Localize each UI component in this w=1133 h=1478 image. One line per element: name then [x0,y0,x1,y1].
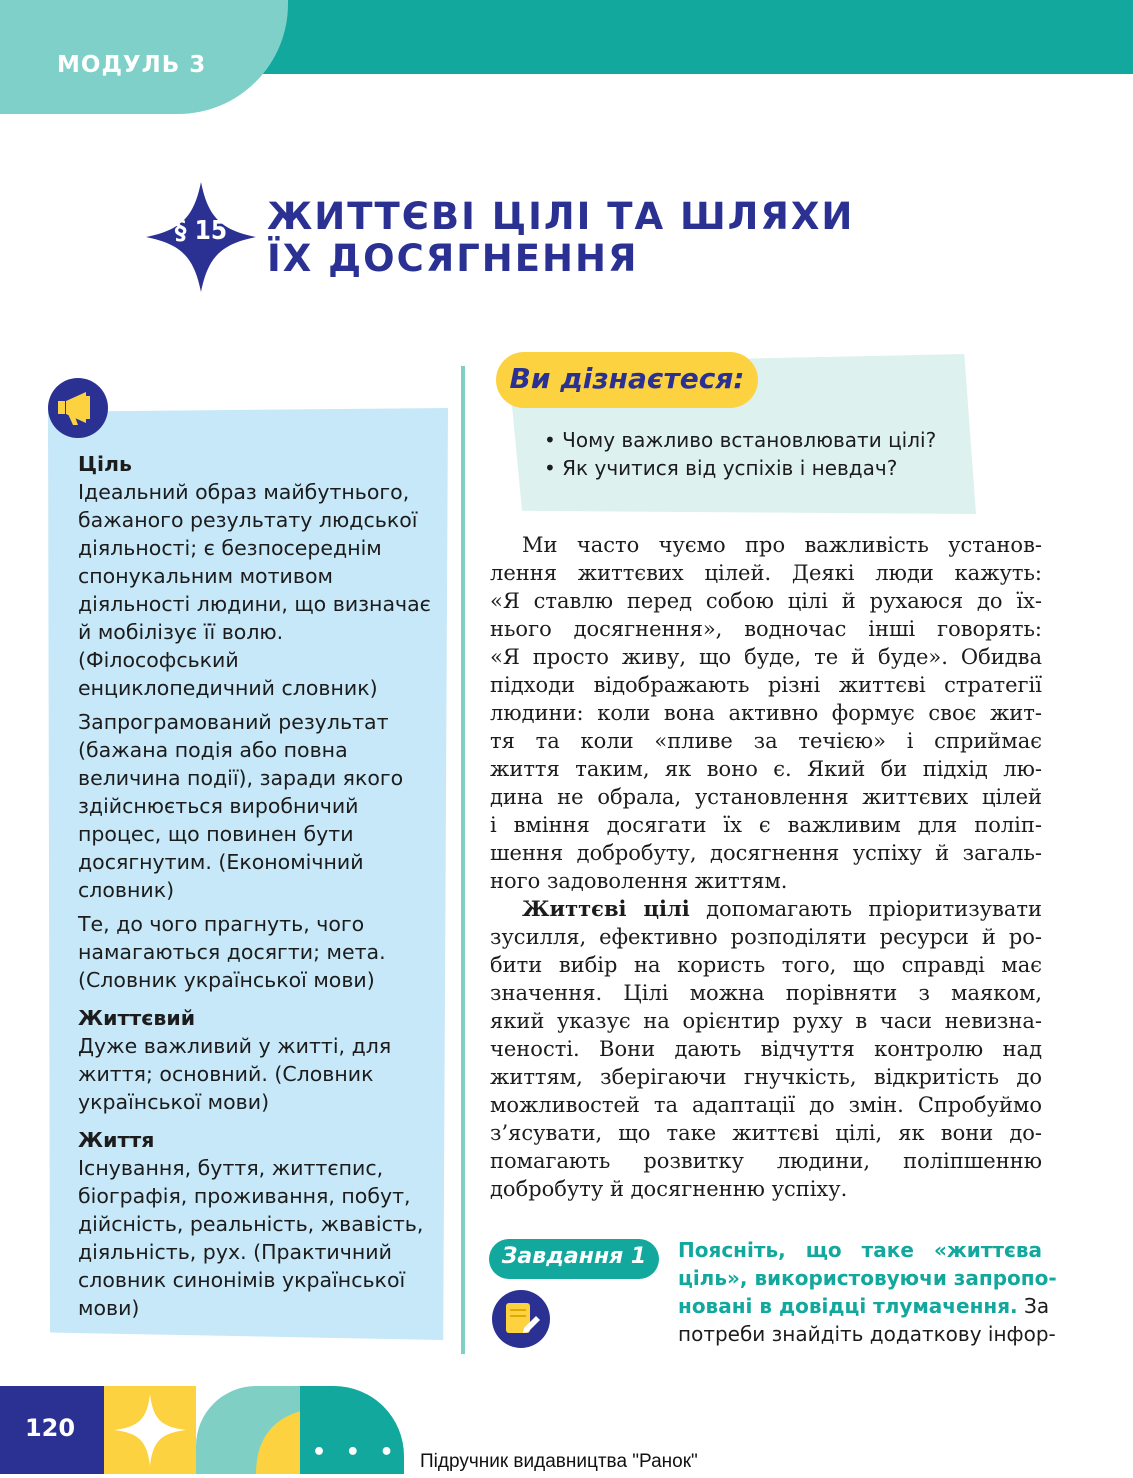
learn-item: • Як учитися від успіхів і невдач? [544,454,964,482]
task-label: Завдання 1 [501,1244,647,1269]
text-fragment: За [1017,1294,1050,1318]
text-line: «Я просто живу, що буде, те й буде». Обидва [490,645,1042,669]
text-line: підходи відображають різні життєві стратегії [490,673,1042,697]
footer-block [104,1386,196,1474]
publisher-credit: Підручник видавництва "Ранок" [420,1451,698,1472]
text-fragment: новані в довідці тлумачення. [678,1294,1018,1318]
glossary-term: Життєвий [78,1006,196,1030]
text-line [678,1292,1050,1320]
text-line: шення добробуту, досягнення успіху й загаль- [490,841,1042,865]
megaphone-icon [48,378,108,438]
text-line: людини: коли вона активно формує своє жит- [490,701,1042,725]
notepad-pencil-icon [492,1290,550,1348]
sparkle-icon [104,1386,196,1474]
text-fragment: допомагають пріоритизувати [689,897,1042,921]
learn-title: Ви дізнаєтеся: [509,362,745,395]
text-line: з’ясувати, що таке життєві цілі, як вони до- [490,1121,1042,1145]
text-line: можливостей та адаптації до змін. Спробуймо [490,1093,1042,1117]
text-line: бити вибір на користь того, що справді має [490,953,1042,977]
text-line: ціль», використовуючи запропо- [678,1266,1057,1290]
text-line: ного задоволення життям. [490,869,788,893]
title-line: ЇХ ДОСЯГНЕННЯ [267,237,639,280]
leaf-icon [196,1386,306,1474]
module-label: МОДУЛЬ 3 [57,52,207,78]
text-line [490,895,1042,923]
text-line: ченості. Вони дають відчуття контролю над [490,1037,1042,1061]
footer-block [196,1386,306,1474]
text-line: нього досягнення», водночас інші говорять: [490,617,1042,641]
glossary-text [78,450,440,1322]
text-line: лення життєвих цілей. Деякі люди кажуть: [490,561,1042,585]
title-line: ЖИТТЄВІ ЦІЛІ ТА ШЛЯХИ [267,195,855,238]
glossary-definition: Те, до чого прагнуть, чого намагаються досягти; мета. (Словник української мови) [78,912,386,992]
learn-item: • Чому важливо встановлювати цілі? [544,426,964,454]
main-text [490,531,1042,1203]
glossary-definition: Дуже важливий у житті, для життя; основний. (Словник української мови) [78,1034,392,1114]
text-line: значення. Цілі можна порівняти з маяком, [490,981,1042,1005]
text-line: потреби знайдіть додаткову інфор- [678,1322,1056,1346]
page-number: 120 [24,1414,76,1442]
page-title [267,195,855,280]
text-line: «Я ставлю перед собою цілі й рухаюся до їх- [490,589,1042,613]
text-line: тя та коли «пливе за течією» і сприймає [490,729,1042,753]
text-line: життям, зберігаючи гнучкість, відкритість до [490,1065,1042,1089]
glossary-definition: Ідеальний образ майбутнього, бажаного результату людської діяльності; є безпосереднім спонукальним мотивом діяльності людини, що визначає й мобілізує її волю. (Філософський енциклопедичний словник) [78,480,431,700]
text-line: добробуту й досягненню успіху. [490,1177,848,1201]
footer-dots: • • • • [312,1440,434,1465]
section-number: § 15 [174,216,228,246]
task-text [678,1236,1057,1348]
key-term: Життєві цілі [522,896,690,921]
text-line: і вміння досягати їх є важливим для поліп- [490,813,1042,837]
column-divider [461,366,465,1354]
text-line: помагають розвитку людини, поліпшенню [490,1149,1042,1173]
text-line: який указує на орієнтир руху в часи невизна- [490,1009,1042,1033]
text-line: зусилля, ефективно розподіляти ресурси й ро- [490,925,1042,949]
learn-list [544,426,964,482]
glossary-definition: Запрограмований результат (бажана подія або повна величина події), заради якого здійснюється виробничий процес, що повинен бути досягнутим. (Економічний словник) [78,710,404,902]
text-line: Поясніть, що таке «життєва [678,1238,1042,1262]
text-line: дина не обрала, установлення життєвих цілей [490,785,1042,809]
text-line: життя таким, як воно є. Який би підхід лю- [490,757,1042,781]
text-line: Ми часто чуємо про важливість установ- [522,533,1042,557]
glossary-term: Життя [78,1128,155,1152]
glossary-definition: Існування, буття, життєпис, біографія, проживання, побут, дійсність, реальність, жвавість, діяльність, рух. (Практичний словник синонімів української мови) [78,1156,424,1320]
glossary-term: Ціль [78,452,133,476]
